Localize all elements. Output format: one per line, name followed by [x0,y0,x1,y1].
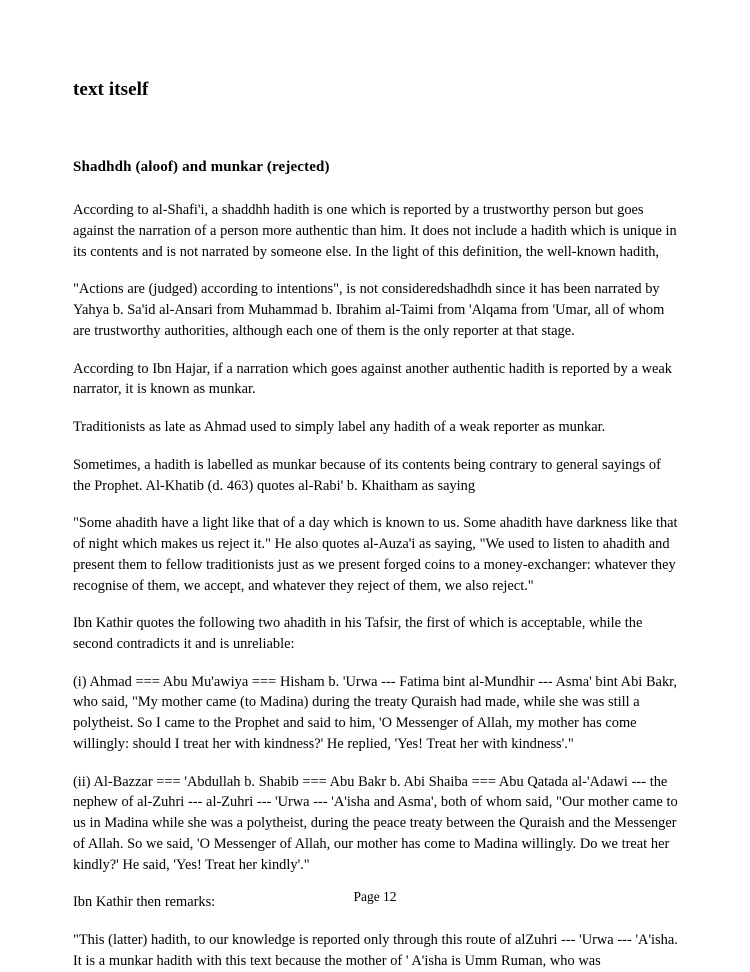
body-paragraph: According to al-Shafi'i, a shaddhh hadith is one which is reported by a trustworthy person but goes against the narration of a person more authentic than him. It does not include a hadith which is unique in its contents and is not narrated by someone else. In the light of this definition, the well-known hadith, [73,202,677,260]
body-paragraph-isnad-ii: (ii) Al-Bazzar === 'Abdullah b. Shabib === Abu Bakr b. Abi Shaiba === Abu Qatada al-'Adawi --- the nephew of al-Zuhri --- al-Zuhri --- 'Urwa --- 'A'isha and Asma', both of whom said, "Our mother came to us in Madina while she was a polytheist, during the peace treaty between the Quraish and the Messenger of Allah. So we said, 'O Messenger of Allah, our mother has come to Madina willingly. Do we treat her kindly?' He said, 'Yes! Treat her kindly'." [73,773,678,873]
body-paragraph: Ibn Kathir quotes the following two ahadith in his Tafsir, the first of which is acceptable, while the second contradicts it and is unreliable: [73,615,643,652]
page-footer: Page 12 [353,889,397,904]
body-paragraph: According to Ibn Hajar, if a narration which goes against another authentic hadith is reported by a weak narrator, it is known as munkar. [73,360,672,398]
page-content [73,78,679,972]
body-paragraph: "Some ahadith have a light like that of a day which is known to us. Some ahadith have darkness like that of night which makes us reject it." He also quotes al-Auza'i as saying, "We used to listen to ahadith and present them to fellow traditionists just as we present forged coins to a money-exchanger: whatever they recognise of them, we accept, and whatever they reject of them, we also reject." [73,515,678,594]
body-paragraph: "This (latter) hadith, to our knowledge is reported only through this route of alZuhri --- 'Urwa --- 'A'isha. It is a munkar hadith with this text because the mother of ' A'isha is Umm Ruman, who was [73,932,678,969]
body-paragraph: Sometimes, a hadith is labelled as munkar because of its contents being contrary to general sayings of the Prophet. Al-Khatib (d. 463) quotes al-Rabi' b. Khaitham as saying [73,456,661,494]
body-paragraph-isnad-i: (i) Ahmad === Abu Mu'awiya === Hisham b. 'Urwa --- Fatima bint al-Mundhir --- Asma' bint Abi Bakr, who said, "My mother came (to Madina) during the treaty Quraish had made, while she was still a polytheist. So I came to the Prophet and said to him, 'O Messenger of Allah, my mother has come willingly: should I treat her with kindness?' He replied, 'Yes! Treat her with kindness'." [73,673,677,752]
body-paragraph: Ibn Kathir then remarks: [73,894,216,911]
section-heading: Shadhdh (aloof) and munkar (rejected) [73,158,330,175]
body-paragraph: Traditionists as late as Ahmad used to simply label any hadith of a weak reporter as munkar. [73,419,606,436]
body-paragraph: "Actions are (judged) according to intentions", is not consideredshadhdh since it has been narrated by Yahya b. Sa'id al-Ansari from Muhammad b. Ibrahim al-Taimi from 'Alqama from 'Umar, all of whom are trustworthy authorities, although each one of them is the only reporter at that stage. [73,281,665,339]
page-title: text itself [73,79,149,100]
